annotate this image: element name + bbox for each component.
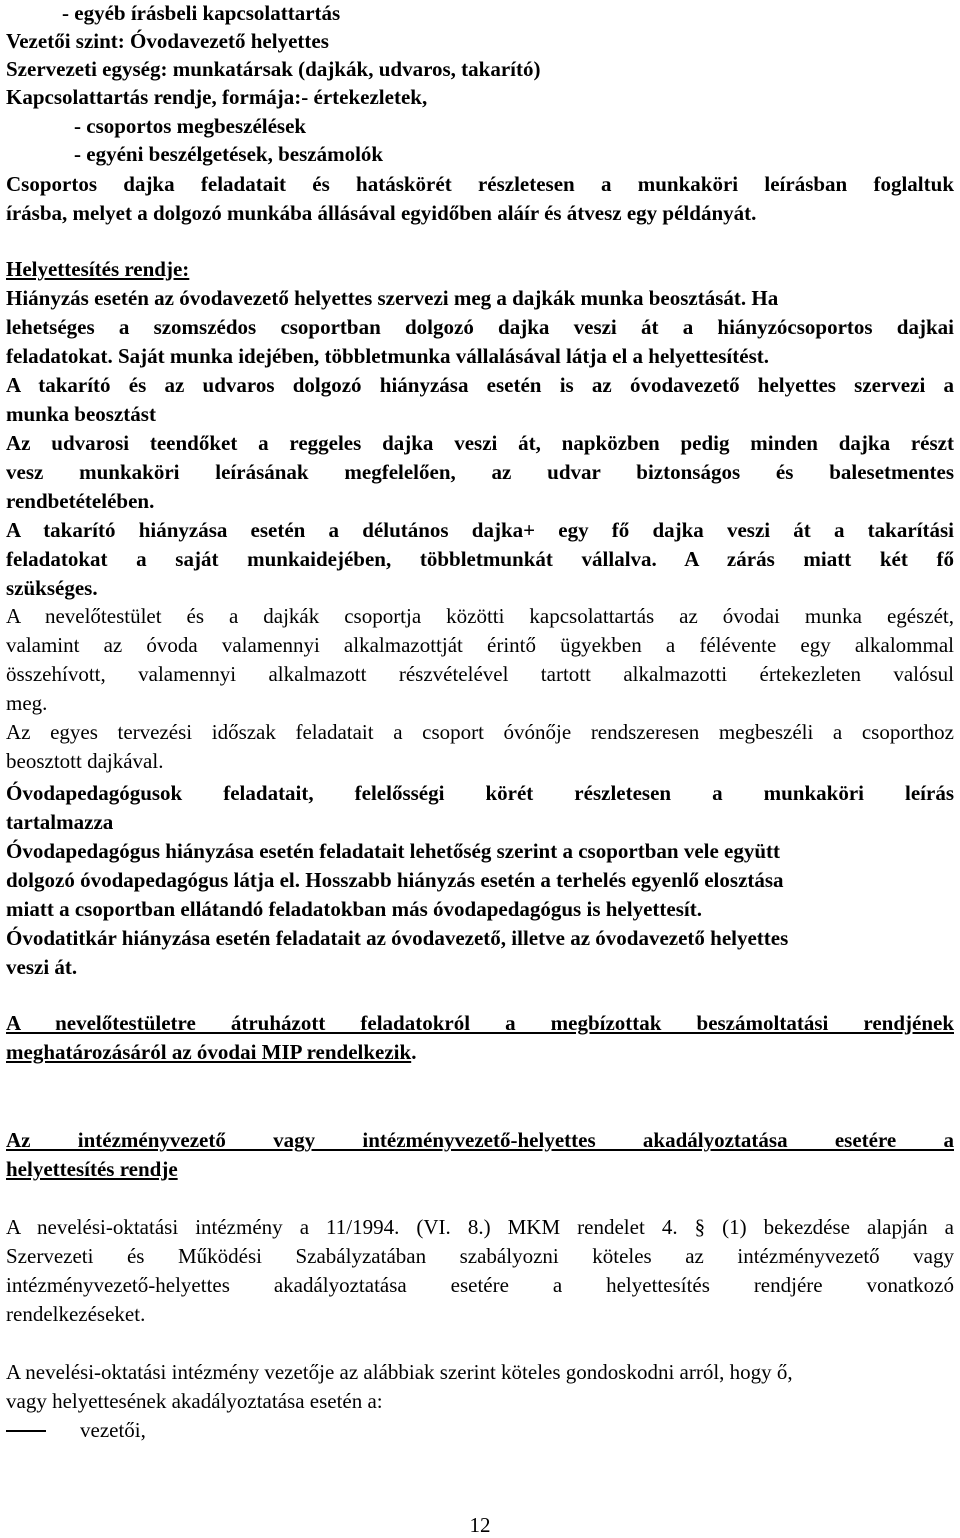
section-heading: Az intézményvezető vagy intézményvezető-helyettes akadályoztatása esetére a	[6, 1128, 954, 1152]
text-line: rendelkezéseket.	[6, 1302, 146, 1326]
text-line: miatt a csoportban ellátandó feladatokban más óvodapedagógus is helyettesít.	[6, 897, 702, 921]
text-line: valamint az óvoda valamennyi alkalmazottját érintő ügyekben a félévente egy alkalommal	[6, 633, 954, 657]
text-line: A nevelőtestület és a dajkák csoportja közötti kapcsolattartás az óvodai munka egészét,	[6, 604, 954, 628]
list-item-text: vezetői,	[80, 1418, 146, 1442]
text-line: Óvodapedagógus hiányzása esetén feladatait lehetőség szerint a csoportban vele együtt	[6, 839, 781, 863]
text-line: Vezetői szint: Óvodavezető helyettes	[6, 29, 329, 53]
text-line: intézményvezető-helyettes akadályoztatása esetére a helyettesítés rendjére vonatkozó	[6, 1273, 954, 1297]
text-line: lehetséges a szomszédos csoportban dolgozó dajka veszi át a hiányzócsoportos dajkai	[6, 315, 954, 339]
text-line: feladatokat. Saját munka idejében, többletmunka vállalásával látja el a helyettesítést.	[6, 344, 769, 368]
text-line: - egyéb írásbeli kapcsolattartás	[62, 1, 341, 25]
text-line: Óvodapedagógusok feladatait, felelősségi körét részletesen a munkaköri leírás	[6, 781, 954, 805]
text-line: A takarító és az udvaros dolgozó hiányzása esetén is az óvodavezető helyettes szervezi a	[6, 373, 954, 397]
text-line: tartalmazza	[6, 810, 114, 834]
text-line: vesz munkaköri leírásának megfelelően, az udvar biztonságos és balesetmentes	[6, 460, 954, 484]
text-line: Csoportos dajka feladatait és hatáskörét részletesen a munkaköri leírásban foglaltuk	[6, 172, 954, 196]
text-line: Kapcsolattartás rendje, formája:- értekezletek,	[6, 85, 428, 109]
dash-bullet-icon	[6, 1430, 46, 1432]
text-line: vagy helyettesének akadályoztatása esetén a:	[6, 1389, 383, 1413]
text-line: A nevelési-oktatási intézmény vezetője az alábbiak szerint köteles gondoskodni arról, hogy ő,	[6, 1360, 793, 1384]
text-line: Az udvarosi teendőket a reggeles dajka veszi át, napközben pedig minden dajka részt	[6, 431, 954, 455]
text-line: összehívott, valamennyi alkalmazott részvételével tartott alkalmazotti értekezleten valósul	[6, 662, 954, 686]
text-line: szükséges.	[6, 576, 98, 600]
text-line: feladatokat a saját munkaidejében, többletmunkát vállalva. A zárás miatt két fő	[6, 547, 954, 571]
text-line: A takarító hiányzása esetén a délutános dajka+ egy fő dajka veszi át a takarítási	[6, 518, 954, 542]
text-line: rendbetételében.	[6, 489, 155, 513]
section-heading-continued	[6, 1039, 954, 1065]
text-line: A nevelési-oktatási intézmény a 11/1994. (VI. 8.) MKM rendelet 4. § (1) bekezdése alapján a	[6, 1215, 954, 1239]
text-line: - csoportos megbeszélések	[74, 114, 307, 138]
text-line: - egyéni beszélgetések, beszámolók	[74, 142, 384, 166]
section-heading: A nevelőtestületre átruházott feladatokról a megbízottak beszámoltatási rendjének	[6, 1011, 954, 1035]
page-number: 12	[469, 1513, 491, 1537]
text-line: Hiányzás esetén az óvodavezető helyettes szervezi meg a dajkák munka beosztását. Ha	[6, 286, 779, 310]
section-heading-continued: helyettesítés rendje	[6, 1157, 178, 1181]
section-heading: Helyettesítés rendje:	[6, 257, 190, 281]
text-line: Szervezeti és Működési Szabályzatában szabályozni köteles az intézményvezető vagy	[6, 1244, 954, 1268]
text-line: Szervezeti egység: munkatársak (dajkák, udvaros, takarító)	[6, 57, 541, 81]
text-line: munka beosztást	[6, 402, 156, 426]
text-line: meg.	[6, 691, 48, 715]
text-line: írásba, melyet a dolgozó munkába állásával egyidőben aláír és átvesz egy példányát.	[6, 201, 757, 225]
text-line: veszi át.	[6, 955, 78, 979]
text-line: beosztott dajkával.	[6, 749, 164, 773]
section-heading-text: meghatározásáról az óvodai MIP rendelkezik	[6, 1040, 412, 1064]
text-line: dolgozó óvodapedagógus látja el. Hosszabb hiányzás esetén a terhelés egyenlő elosztása	[6, 868, 784, 892]
text-line: Óvodatitkár hiányzása esetén feladatait az óvodavezető, illetve az óvodavezető helyettes	[6, 926, 789, 950]
section-heading-period: .	[411, 1040, 417, 1064]
text-line: Az egyes tervezési időszak feladatait a csoport óvónője rendszeresen megbeszéli a csoporthoz	[6, 720, 954, 744]
